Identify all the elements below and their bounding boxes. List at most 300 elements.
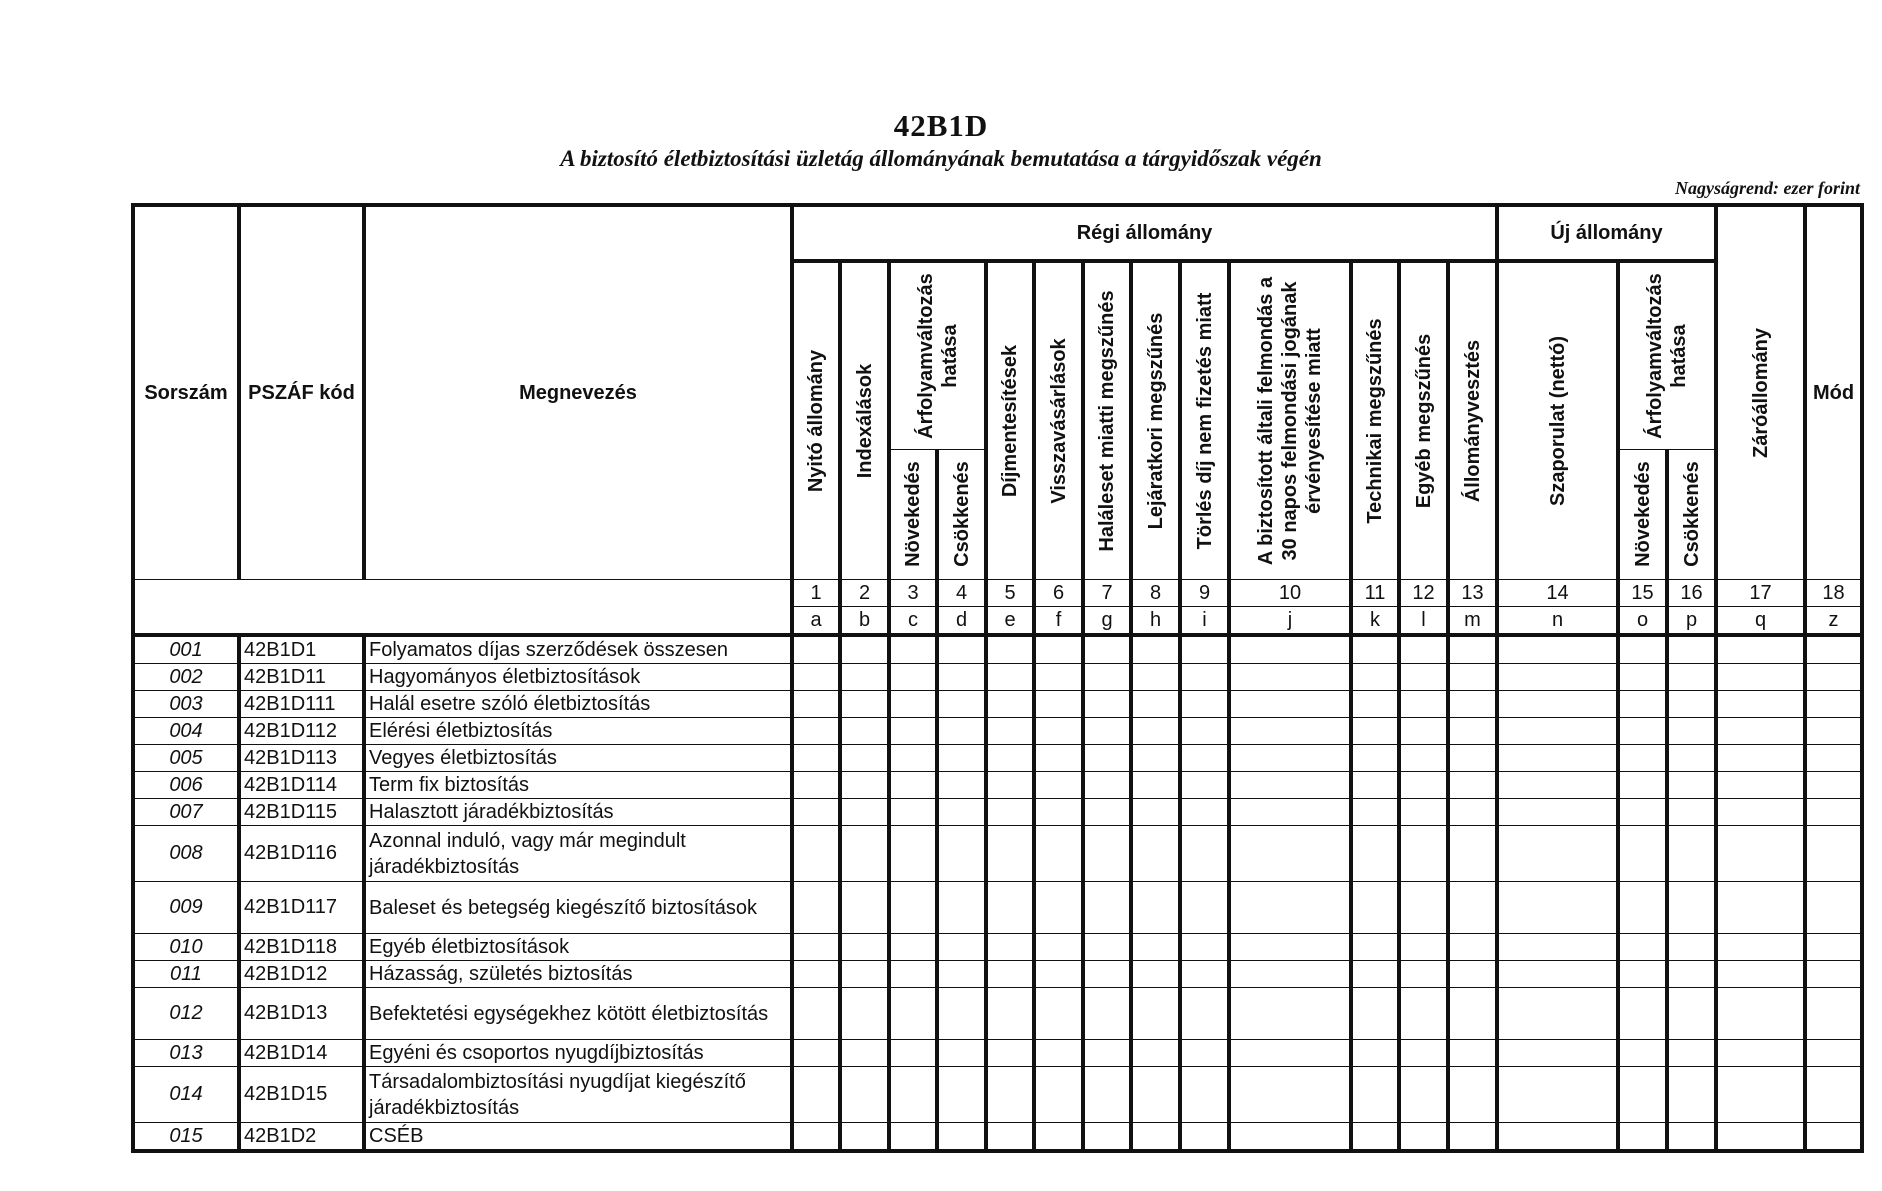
- data-cell[interactable]: [1180, 826, 1229, 882]
- data-cell[interactable]: [1448, 1067, 1497, 1123]
- row-sorszam: 002: [133, 664, 239, 691]
- data-cell[interactable]: [1399, 1040, 1448, 1067]
- data-cell[interactable]: [1399, 961, 1448, 988]
- data-cell[interactable]: [1448, 988, 1497, 1040]
- data-cell[interactable]: [1448, 691, 1497, 718]
- data-cell[interactable]: [889, 718, 937, 745]
- data-cell[interactable]: [1497, 988, 1618, 1040]
- header-uj-allomany: Új állomány: [1497, 205, 1716, 261]
- data-cell[interactable]: [986, 799, 1034, 826]
- data-cell[interactable]: [1618, 718, 1667, 745]
- data-cell[interactable]: [1083, 1067, 1131, 1123]
- data-cell[interactable]: [1180, 1067, 1229, 1123]
- data-cell[interactable]: [889, 961, 937, 988]
- data-cell[interactable]: [986, 718, 1034, 745]
- data-cell[interactable]: [1448, 745, 1497, 772]
- data-cell[interactable]: [1448, 826, 1497, 882]
- data-cell[interactable]: [1083, 718, 1131, 745]
- data-cell[interactable]: [840, 1067, 889, 1123]
- data-cell[interactable]: [1618, 882, 1667, 934]
- data-cell[interactable]: [840, 745, 889, 772]
- data-cell[interactable]: [1131, 718, 1180, 745]
- data-cell[interactable]: [1229, 934, 1351, 961]
- data-cell[interactable]: [792, 882, 840, 934]
- data-cell[interactable]: [840, 718, 889, 745]
- data-cell[interactable]: [1131, 882, 1180, 934]
- data-cell[interactable]: [986, 664, 1034, 691]
- data-cell[interactable]: [1497, 772, 1618, 799]
- data-cell[interactable]: [1399, 635, 1448, 664]
- data-cell[interactable]: [986, 745, 1034, 772]
- data-cell[interactable]: [840, 635, 889, 664]
- data-cell[interactable]: [792, 799, 840, 826]
- data-cell[interactable]: [1351, 1067, 1399, 1123]
- data-cell[interactable]: [1083, 934, 1131, 961]
- data-cell[interactable]: [1716, 799, 1805, 826]
- data-cell[interactable]: [1667, 1040, 1716, 1067]
- data-cell[interactable]: [889, 772, 937, 799]
- data-cell[interactable]: [1034, 745, 1083, 772]
- header-csokkenes-uj: Csökkenés: [1667, 449, 1716, 579]
- data-cell[interactable]: [1448, 799, 1497, 826]
- column-number: 14: [1497, 580, 1618, 607]
- data-cell[interactable]: [1805, 1067, 1862, 1123]
- data-cell[interactable]: [1497, 691, 1618, 718]
- data-cell[interactable]: [840, 772, 889, 799]
- row-sorszam: 010: [133, 934, 239, 961]
- data-cell[interactable]: [889, 1040, 937, 1067]
- data-cell[interactable]: [1083, 745, 1131, 772]
- column-letter: f: [1034, 607, 1083, 636]
- data-cell[interactable]: [840, 961, 889, 988]
- data-cell[interactable]: [1667, 718, 1716, 745]
- data-cell[interactable]: [1667, 934, 1716, 961]
- data-cell[interactable]: [1399, 691, 1448, 718]
- data-cell[interactable]: [1229, 772, 1351, 799]
- data-cell[interactable]: [1083, 826, 1131, 882]
- column-letter: e: [986, 607, 1034, 636]
- data-cell[interactable]: [1034, 1123, 1083, 1152]
- data-cell[interactable]: [1399, 745, 1448, 772]
- data-cell[interactable]: [1180, 961, 1229, 988]
- column-letter: b: [840, 607, 889, 636]
- data-cell[interactable]: [1083, 691, 1131, 718]
- data-cell[interactable]: [1351, 664, 1399, 691]
- data-cell[interactable]: [1667, 745, 1716, 772]
- column-number: 9: [1180, 580, 1229, 607]
- row-sorszam: 008: [133, 826, 239, 882]
- table-row: [133, 718, 1862, 745]
- row-sorszam: 006: [133, 772, 239, 799]
- data-cell[interactable]: [1805, 745, 1862, 772]
- data-cell[interactable]: [1180, 718, 1229, 745]
- data-cell[interactable]: [1131, 664, 1180, 691]
- data-cell[interactable]: [1034, 934, 1083, 961]
- data-cell[interactable]: [986, 691, 1034, 718]
- data-cell[interactable]: [1805, 934, 1862, 961]
- data-cell[interactable]: [840, 1123, 889, 1152]
- data-cell[interactable]: [1805, 691, 1862, 718]
- data-cell[interactable]: [1805, 1123, 1862, 1152]
- data-cell[interactable]: [1716, 1040, 1805, 1067]
- data-cell[interactable]: [937, 1040, 986, 1067]
- data-cell[interactable]: [1229, 1067, 1351, 1123]
- data-cell[interactable]: [1351, 691, 1399, 718]
- data-cell[interactable]: [1229, 691, 1351, 718]
- data-cell[interactable]: [1618, 745, 1667, 772]
- data-cell[interactable]: [937, 882, 986, 934]
- data-cell[interactable]: [1618, 799, 1667, 826]
- data-cell[interactable]: [1034, 988, 1083, 1040]
- data-cell[interactable]: [1618, 934, 1667, 961]
- data-cell[interactable]: [937, 718, 986, 745]
- data-cell[interactable]: [1448, 882, 1497, 934]
- data-cell[interactable]: [1131, 988, 1180, 1040]
- data-cell[interactable]: [986, 772, 1034, 799]
- data-cell[interactable]: [1716, 664, 1805, 691]
- data-cell[interactable]: [1618, 826, 1667, 882]
- data-cell[interactable]: [1399, 1067, 1448, 1123]
- data-cell[interactable]: [792, 772, 840, 799]
- data-cell[interactable]: [986, 1040, 1034, 1067]
- data-cell[interactable]: [1805, 961, 1862, 988]
- data-cell[interactable]: [986, 934, 1034, 961]
- data-cell[interactable]: [889, 664, 937, 691]
- data-cell[interactable]: [1618, 1123, 1667, 1152]
- data-cell[interactable]: [1399, 1123, 1448, 1152]
- data-cell[interactable]: [1448, 934, 1497, 961]
- data-cell[interactable]: [889, 635, 937, 664]
- data-cell[interactable]: [1667, 882, 1716, 934]
- data-cell[interactable]: [937, 799, 986, 826]
- data-cell[interactable]: [792, 961, 840, 988]
- data-cell[interactable]: [1229, 1040, 1351, 1067]
- data-cell[interactable]: [1034, 826, 1083, 882]
- data-cell[interactable]: [1034, 961, 1083, 988]
- row-pszaf-kod: 42B1D111: [239, 691, 364, 718]
- data-cell[interactable]: [1083, 988, 1131, 1040]
- row-megnevezes: Elérési életbiztosítás: [364, 718, 792, 745]
- data-cell[interactable]: [1034, 772, 1083, 799]
- data-cell[interactable]: [1716, 1067, 1805, 1123]
- data-cell[interactable]: [1497, 1123, 1618, 1152]
- data-cell[interactable]: [792, 988, 840, 1040]
- data-cell[interactable]: [1229, 745, 1351, 772]
- data-cell[interactable]: [1351, 1040, 1399, 1067]
- data-cell[interactable]: [1131, 1067, 1180, 1123]
- data-cell[interactable]: [889, 826, 937, 882]
- header-novekedes-uj: Növekedés: [1618, 449, 1667, 579]
- data-cell[interactable]: [1716, 635, 1805, 664]
- data-cell[interactable]: [1229, 718, 1351, 745]
- data-cell[interactable]: [1667, 664, 1716, 691]
- data-cell[interactable]: [1351, 635, 1399, 664]
- data-cell[interactable]: [1448, 718, 1497, 745]
- data-cell[interactable]: [889, 799, 937, 826]
- data-cell[interactable]: [937, 635, 986, 664]
- data-cell[interactable]: [1131, 635, 1180, 664]
- data-cell[interactable]: [1399, 664, 1448, 691]
- data-cell[interactable]: [1448, 1040, 1497, 1067]
- data-cell[interactable]: [792, 934, 840, 961]
- column-letter: k: [1351, 607, 1399, 636]
- data-cell[interactable]: [1399, 988, 1448, 1040]
- data-cell[interactable]: [986, 1067, 1034, 1123]
- data-cell[interactable]: [1351, 772, 1399, 799]
- data-cell[interactable]: [986, 635, 1034, 664]
- data-cell[interactable]: [1448, 635, 1497, 664]
- data-cell[interactable]: [1351, 961, 1399, 988]
- data-cell[interactable]: [986, 882, 1034, 934]
- data-cell[interactable]: [889, 1067, 937, 1123]
- data-cell[interactable]: [1667, 1123, 1716, 1152]
- data-cell[interactable]: [1618, 988, 1667, 1040]
- data-cell[interactable]: [1618, 772, 1667, 799]
- row-megnevezes: Folyamatos díjas szerződések összesen: [364, 635, 792, 664]
- header-technikai-megszunes: Technikai megszűnés: [1351, 261, 1399, 580]
- table-row: [133, 745, 1862, 772]
- data-cell[interactable]: [1448, 664, 1497, 691]
- data-cell[interactable]: [1497, 934, 1618, 961]
- data-cell[interactable]: [840, 988, 889, 1040]
- data-cell[interactable]: [1667, 635, 1716, 664]
- data-cell[interactable]: [1131, 745, 1180, 772]
- data-cell[interactable]: [937, 1067, 986, 1123]
- data-cell[interactable]: [1180, 635, 1229, 664]
- data-cell[interactable]: [792, 635, 840, 664]
- data-cell[interactable]: [1618, 691, 1667, 718]
- data-cell[interactable]: [1805, 882, 1862, 934]
- data-cell[interactable]: [1034, 882, 1083, 934]
- data-cell[interactable]: [1083, 1123, 1131, 1152]
- data-cell[interactable]: [1667, 961, 1716, 988]
- data-cell[interactable]: [1083, 882, 1131, 934]
- data-cell[interactable]: [1805, 826, 1862, 882]
- data-cell[interactable]: [1229, 1123, 1351, 1152]
- data-cell[interactable]: [1229, 799, 1351, 826]
- form-subtitle: A biztosító életbiztosítási üzletág állományának bemutatása a tárgyidőszak végén: [560, 146, 1322, 171]
- data-cell[interactable]: [889, 1123, 937, 1152]
- data-cell[interactable]: [1399, 799, 1448, 826]
- data-cell[interactable]: [1716, 691, 1805, 718]
- data-cell[interactable]: [1131, 772, 1180, 799]
- data-cell[interactable]: [937, 745, 986, 772]
- data-cell[interactable]: [1083, 799, 1131, 826]
- data-cell[interactable]: [1131, 826, 1180, 882]
- data-cell[interactable]: [1805, 799, 1862, 826]
- data-cell[interactable]: [1083, 635, 1131, 664]
- data-cell[interactable]: [840, 826, 889, 882]
- data-cell[interactable]: [1180, 1123, 1229, 1152]
- data-cell[interactable]: [1131, 961, 1180, 988]
- data-cell[interactable]: [1497, 882, 1618, 934]
- data-cell[interactable]: [1351, 1123, 1399, 1152]
- data-cell[interactable]: [792, 1040, 840, 1067]
- data-cell[interactable]: [1180, 882, 1229, 934]
- data-cell[interactable]: [1667, 799, 1716, 826]
- table-row: [133, 1040, 1862, 1067]
- data-cell[interactable]: [1716, 882, 1805, 934]
- data-cell[interactable]: [792, 691, 840, 718]
- data-cell[interactable]: [792, 826, 840, 882]
- data-cell[interactable]: [1180, 691, 1229, 718]
- table-row: [133, 934, 1862, 961]
- data-cell[interactable]: [1034, 635, 1083, 664]
- data-cell[interactable]: [1497, 799, 1618, 826]
- data-cell[interactable]: [1083, 1040, 1131, 1067]
- data-cell[interactable]: [1034, 718, 1083, 745]
- data-cell[interactable]: [1667, 772, 1716, 799]
- data-cell[interactable]: [1131, 1123, 1180, 1152]
- data-cell[interactable]: [1034, 1040, 1083, 1067]
- data-cell[interactable]: [1351, 882, 1399, 934]
- data-cell[interactable]: [1131, 691, 1180, 718]
- data-cell[interactable]: [840, 1040, 889, 1067]
- column-letter: q: [1716, 607, 1805, 636]
- data-cell[interactable]: [1131, 934, 1180, 961]
- data-cell[interactable]: [937, 1123, 986, 1152]
- data-cell[interactable]: [937, 691, 986, 718]
- data-cell[interactable]: [1351, 988, 1399, 1040]
- data-cell[interactable]: [1497, 664, 1618, 691]
- data-cell[interactable]: [1131, 799, 1180, 826]
- data-cell[interactable]: [1180, 799, 1229, 826]
- data-cell[interactable]: [1448, 772, 1497, 799]
- data-cell[interactable]: [1229, 664, 1351, 691]
- data-cell[interactable]: [937, 772, 986, 799]
- row-megnevezes: Társadalombiztosítási nyugdíjat kiegészítő járadékbiztosítás: [364, 1067, 792, 1123]
- data-cell[interactable]: [937, 961, 986, 988]
- column-letter: p: [1667, 607, 1716, 636]
- data-cell[interactable]: [1716, 961, 1805, 988]
- data-cell[interactable]: [1716, 988, 1805, 1040]
- data-cell[interactable]: [986, 826, 1034, 882]
- data-cell[interactable]: [1351, 718, 1399, 745]
- data-cell[interactable]: [1805, 1040, 1862, 1067]
- data-cell[interactable]: [1399, 772, 1448, 799]
- data-cell[interactable]: [792, 1067, 840, 1123]
- data-cell[interactable]: [937, 664, 986, 691]
- data-cell[interactable]: [1034, 664, 1083, 691]
- data-cell[interactable]: [1497, 1067, 1618, 1123]
- data-cell[interactable]: [986, 961, 1034, 988]
- data-cell[interactable]: [1497, 718, 1618, 745]
- data-cell[interactable]: [840, 799, 889, 826]
- data-cell[interactable]: [792, 664, 840, 691]
- data-cell[interactable]: [1667, 826, 1716, 882]
- data-cell[interactable]: [792, 718, 840, 745]
- data-cell[interactable]: [937, 934, 986, 961]
- data-cell[interactable]: [1034, 691, 1083, 718]
- data-cell[interactable]: [1229, 988, 1351, 1040]
- data-cell[interactable]: [1716, 718, 1805, 745]
- data-cell[interactable]: [1667, 1067, 1716, 1123]
- data-cell[interactable]: [1180, 772, 1229, 799]
- data-cell[interactable]: [1805, 772, 1862, 799]
- row-pszaf-kod: 42B1D15: [239, 1067, 364, 1123]
- data-cell[interactable]: [1667, 691, 1716, 718]
- data-cell[interactable]: [1180, 745, 1229, 772]
- data-cell[interactable]: [1229, 635, 1351, 664]
- data-cell[interactable]: [1618, 961, 1667, 988]
- data-cell[interactable]: [1399, 826, 1448, 882]
- data-cell[interactable]: [1805, 988, 1862, 1040]
- data-cell[interactable]: [1399, 934, 1448, 961]
- data-cell[interactable]: [889, 882, 937, 934]
- data-cell[interactable]: [840, 664, 889, 691]
- data-cell[interactable]: [1083, 772, 1131, 799]
- data-cell[interactable]: [1716, 745, 1805, 772]
- data-cell[interactable]: [1618, 635, 1667, 664]
- data-cell[interactable]: [1618, 1067, 1667, 1123]
- data-cell[interactable]: [1083, 664, 1131, 691]
- data-cell[interactable]: [1034, 1067, 1083, 1123]
- data-cell[interactable]: [1497, 961, 1618, 988]
- data-cell[interactable]: [937, 988, 986, 1040]
- data-cell[interactable]: [1351, 799, 1399, 826]
- data-cell[interactable]: [889, 934, 937, 961]
- data-cell[interactable]: [840, 691, 889, 718]
- data-cell[interactable]: [937, 826, 986, 882]
- data-cell[interactable]: [1180, 988, 1229, 1040]
- data-cell[interactable]: [1497, 635, 1618, 664]
- data-cell[interactable]: [1131, 1040, 1180, 1067]
- column-letter: h: [1131, 607, 1180, 636]
- data-cell[interactable]: [1497, 745, 1618, 772]
- data-cell[interactable]: [986, 988, 1034, 1040]
- form-code-title: 42B1D: [893, 108, 989, 143]
- data-cell[interactable]: [1229, 826, 1351, 882]
- data-cell[interactable]: [1805, 664, 1862, 691]
- data-cell[interactable]: [1399, 882, 1448, 934]
- data-cell[interactable]: [889, 988, 937, 1040]
- header-halaleset-megszunes: Haláleset miatti megszűnés: [1083, 261, 1131, 580]
- data-cell[interactable]: [1716, 1123, 1805, 1152]
- data-cell[interactable]: [1180, 1040, 1229, 1067]
- data-cell[interactable]: [1180, 664, 1229, 691]
- data-cell[interactable]: [792, 745, 840, 772]
- data-cell[interactable]: [889, 745, 937, 772]
- data-cell[interactable]: [1667, 988, 1716, 1040]
- data-cell[interactable]: [1497, 1040, 1618, 1067]
- data-cell[interactable]: [889, 691, 937, 718]
- data-cell[interactable]: [1805, 718, 1862, 745]
- data-cell[interactable]: [1448, 1123, 1497, 1152]
- data-cell[interactable]: [1083, 961, 1131, 988]
- data-cell[interactable]: [1351, 745, 1399, 772]
- data-cell[interactable]: [1180, 934, 1229, 961]
- data-cell[interactable]: [840, 934, 889, 961]
- data-cell[interactable]: [1034, 799, 1083, 826]
- data-cell[interactable]: [1229, 961, 1351, 988]
- data-cell[interactable]: [1399, 718, 1448, 745]
- data-cell[interactable]: [840, 882, 889, 934]
- data-cell[interactable]: [1229, 882, 1351, 934]
- data-cell[interactable]: [986, 1123, 1034, 1152]
- data-cell[interactable]: [1618, 664, 1667, 691]
- data-cell[interactable]: [792, 1123, 840, 1152]
- data-cell[interactable]: [1716, 826, 1805, 882]
- data-cell[interactable]: [1716, 934, 1805, 961]
- data-cell[interactable]: [1805, 635, 1862, 664]
- data-cell[interactable]: [1351, 826, 1399, 882]
- data-cell[interactable]: [1497, 826, 1618, 882]
- column-number: 11: [1351, 580, 1399, 607]
- data-cell[interactable]: [1716, 772, 1805, 799]
- data-cell[interactable]: [1618, 1040, 1667, 1067]
- data-cell[interactable]: [1351, 934, 1399, 961]
- data-cell[interactable]: [1448, 961, 1497, 988]
